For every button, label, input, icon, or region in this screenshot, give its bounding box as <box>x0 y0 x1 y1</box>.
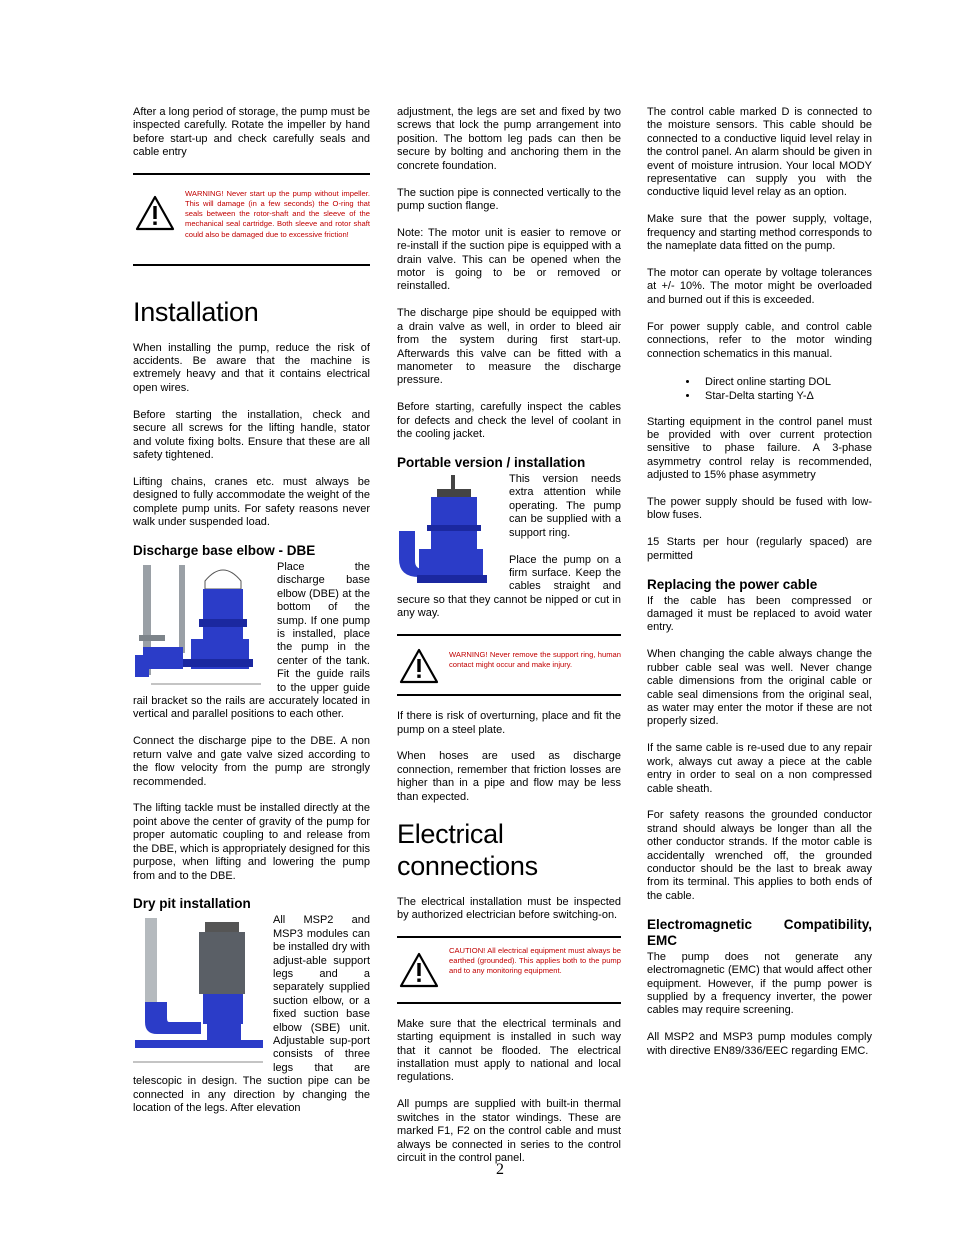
dry-pit-heading: Dry pit installation <box>133 896 251 912</box>
cable-connections-paragraph: For power supply cable, and control cable connections, refer to the motor winding connection schematics in this manual. <box>647 320 872 360</box>
electrical-connections-title: Electrical connections <box>397 818 538 881</box>
support-ring-warning-box <box>397 634 621 696</box>
dbe-paragraph-2: Connect the discharge pipe to the DBE. A non return valve and gate valve sized according to the flow velocity from the pump are strongly recommended. <box>133 735 370 788</box>
overturning-paragraph: If there is risk of overturning, place and fit the pump on a steel plate. <box>397 710 621 736</box>
discharge-pipe-paragraph: The discharge pipe should be equipped with a drain valve as well, in order to bleed air from the system during first start-up. Afterwards this valve can be fitted with a manometer to measure the discharge pressure. <box>397 307 621 387</box>
column-2 <box>397 106 621 1179</box>
fuses-paragraph: The power supply should be fused with low-blow fuses. <box>647 496 872 522</box>
impeller-warning-box <box>133 173 370 265</box>
starting-equipment-paragraph: Starting equipment in the control panel must be provided with over current protection sensitive to phase failure. A 3-phase asymmetry control relay is recommended, adjusted to 15% phase asymmetry <box>647 415 872 482</box>
inspect-cables-paragraph: Before starting, carefully inspect the cables for defects and check the level of coolant in the cooling jacket. <box>397 401 621 441</box>
portable-paragraph-1: This version needs extra attention while operating. The pump can be supplied with a support ring. <box>509 473 621 539</box>
list-item: • Direct online starting DOL <box>699 375 872 389</box>
warning-triangle-icon <box>397 648 441 684</box>
replacing-paragraph-2: When changing the cable always change the rubber cable seal was well. Never change cable dimensions from the original cable or cable seal dimensions from the original seal, as water may enter the motor if these are not properly sized. <box>647 648 872 728</box>
dry-pit-paragraph-1: All MSP2 and MSP3 modules can be installed dry with adjust-able support legs and a separately supplied suction elbow, or a fixed suction base elbow (SBE) unit. Adjustable sup-port consists of three legs that are telescopic in design. The suction pipe can be connected in any direction by changing the location of the legs. After elevation <box>133 914 370 1115</box>
dbe-pump-illustration <box>133 563 269 687</box>
emc-paragraph-2: All MSP2 and MSP3 pump modules comply with directive EN89/336/EEC regarding EMC. <box>647 1031 872 1057</box>
warning-triangle-icon <box>397 952 441 988</box>
starting-methods-list <box>647 375 872 403</box>
emc-heading: Electromagnetic Compatibility, EMC <box>647 916 872 948</box>
list-item: • Star-Delta starting Y-Δ <box>699 389 872 403</box>
replacing-paragraph-1: If the cable has been compressed or damaged it must be replaced to avoid water entry. <box>647 594 872 634</box>
column-3 <box>647 106 872 1072</box>
electrical-paragraph-2: Make sure that the electrical terminals and starting equipment is installed in such way that it cannot be flooded. The electrical installation must apply to national and local regulations. <box>397 1017 621 1084</box>
motor-note-paragraph: Note: The motor unit is easier to remove or re-install if the suction pipe is equipped with a drain valve. This can be opened when the motor is going to be or removed or reinstalled. <box>397 226 621 293</box>
storage-paragraph: After a long period of storage, the pump must be inspected carefully. Rotate the impeller by hand before start-up and check carefully seals and cable entry <box>133 106 370 159</box>
voltage-tolerance-paragraph: The motor can operate by voltage tolerances at +/- 10%. The motor might be overloaded and burned out if this is exceeded. <box>647 267 872 306</box>
installation-paragraph-1: When installing the pump, reduce the risk of accidents. Be aware that the machine is extremely heavy and that it contains electrical open wires. <box>133 341 370 394</box>
power-supply-paragraph: Make sure that the power supply, voltage, frequency and starting method corresponds to the nameplate data fitted on the pump. <box>647 213 872 253</box>
hoses-paragraph: When hoses are used as discharge connection, remember that friction losses are higher than in a pipe and flow may be less than expected. <box>397 750 621 803</box>
replacing-paragraph-3: If the same cable is re-used due to any repair work, always cut away a piece at the cable entry in order to seal on a non compressed cable sheath. <box>647 742 872 795</box>
control-cable-paragraph: The control cable marked D is connected to the moisture sensors. This cable should be connected to a conductive liquid level relay in the control panel. An alarm should be given in event of moisture intrusion. Your local MODY representative can supply you with the conductive liquid level relay as an option. <box>647 106 872 199</box>
installation-title: Installation <box>133 296 259 327</box>
electrical-paragraph-1: The electrical installation must be inspected by authorized electrician before switching-on. <box>397 895 621 921</box>
caution-box <box>397 936 621 1004</box>
starts-per-hour-paragraph: 15 Starts per hour (regularly spaced) are permitted <box>647 536 872 562</box>
replacing-paragraph-4: For safety reasons the grounded conductor strand should always be longer than all the other conductor strands. If the motor cable is accidentally wrenched off, the grounded conductor should be the last to break away from its terminal. This applies to both ends of the cable. <box>647 809 872 902</box>
warning-triangle-icon <box>133 195 177 231</box>
emc-paragraph-1: The pump does not generate any electromagnetic (EMC) that would affect other equipment. However, if the pump power is supplied by a frequency inverter, the power cables may require screening. <box>647 950 872 1017</box>
page-number: 2 <box>496 1161 504 1178</box>
portable-paragraph-2: Place the pump on a firm surface. Keep the cables straight and secure so that they cannot be nipped or cut in any way. <box>397 553 621 620</box>
column-1 <box>133 106 370 1129</box>
legs-paragraph: adjustment, the legs are set and fixed by two screws that lock the pump arrangement into position. The bottom leg pads can then be secure by bolting and anchoring them in the concrete foundation. <box>397 106 621 172</box>
impeller-warning-text: WARNING! Never start up the pump without impeller. This will damage (in a few seconds) the O-ring that seals between the rotor-shaft and the sleeve of the mechanical seal cartridge. Both sleeve and rotor shaft could also be damaged due to excessive friction! <box>185 189 370 239</box>
support-ring-warning-text: WARNING! Never remove the support ring, human contact might occur and make injury. <box>449 650 621 670</box>
portable-pump-illustration <box>397 475 501 587</box>
dbe-heading: Discharge base elbow - DBE <box>133 542 316 558</box>
replacing-cable-heading: Replacing the power cable <box>647 576 818 592</box>
dbe-paragraph-3: The lifting tackle must be installed directly at the point above the center of gravity of the pump for proper automatic coupling to and release from the DBE, which is appropriately designed for this purpose, when lifting and lowering the pump from and to the DBE. <box>133 802 370 882</box>
dry-pit-pump-illustration <box>133 916 265 1066</box>
installation-paragraph-2: Before starting the installation, check and secure all screws for the lifting handle, stator and volute fixing bolts. Ensure that these are all safety tightened. <box>133 408 370 461</box>
installation-paragraph-3: Lifting chains, cranes etc. must always be designed to fully accommodate the weight of the complete pump units. For safety reasons never walk under suspended load. <box>133 475 370 529</box>
caution-text: CAUTION! All electrical equipment must always be earthed (grounded). This applies both to the pump and to any monitoring equipment. <box>449 945 621 976</box>
dbe-paragraph-1: Place the discharge base elbow (DBE) at the bottom of the sump. If one pump is installed, place the pump in the center of the tank. Fit the guide rails to the upper guide rail bracket so the rails are accurately located in vertical and parallel positions to each other. <box>133 560 370 721</box>
electrical-paragraph-3: All pumps are supplied with built-in thermal switches in the stator windings. These are marked F1, F2 on the control cable and must always be connected in series to the control circuit in the control panel. <box>397 1098 621 1164</box>
suction-pipe-paragraph: The suction pipe is connected vertically to the pump suction flange. <box>397 186 621 212</box>
portable-heading: Portable version / installation <box>397 455 586 471</box>
